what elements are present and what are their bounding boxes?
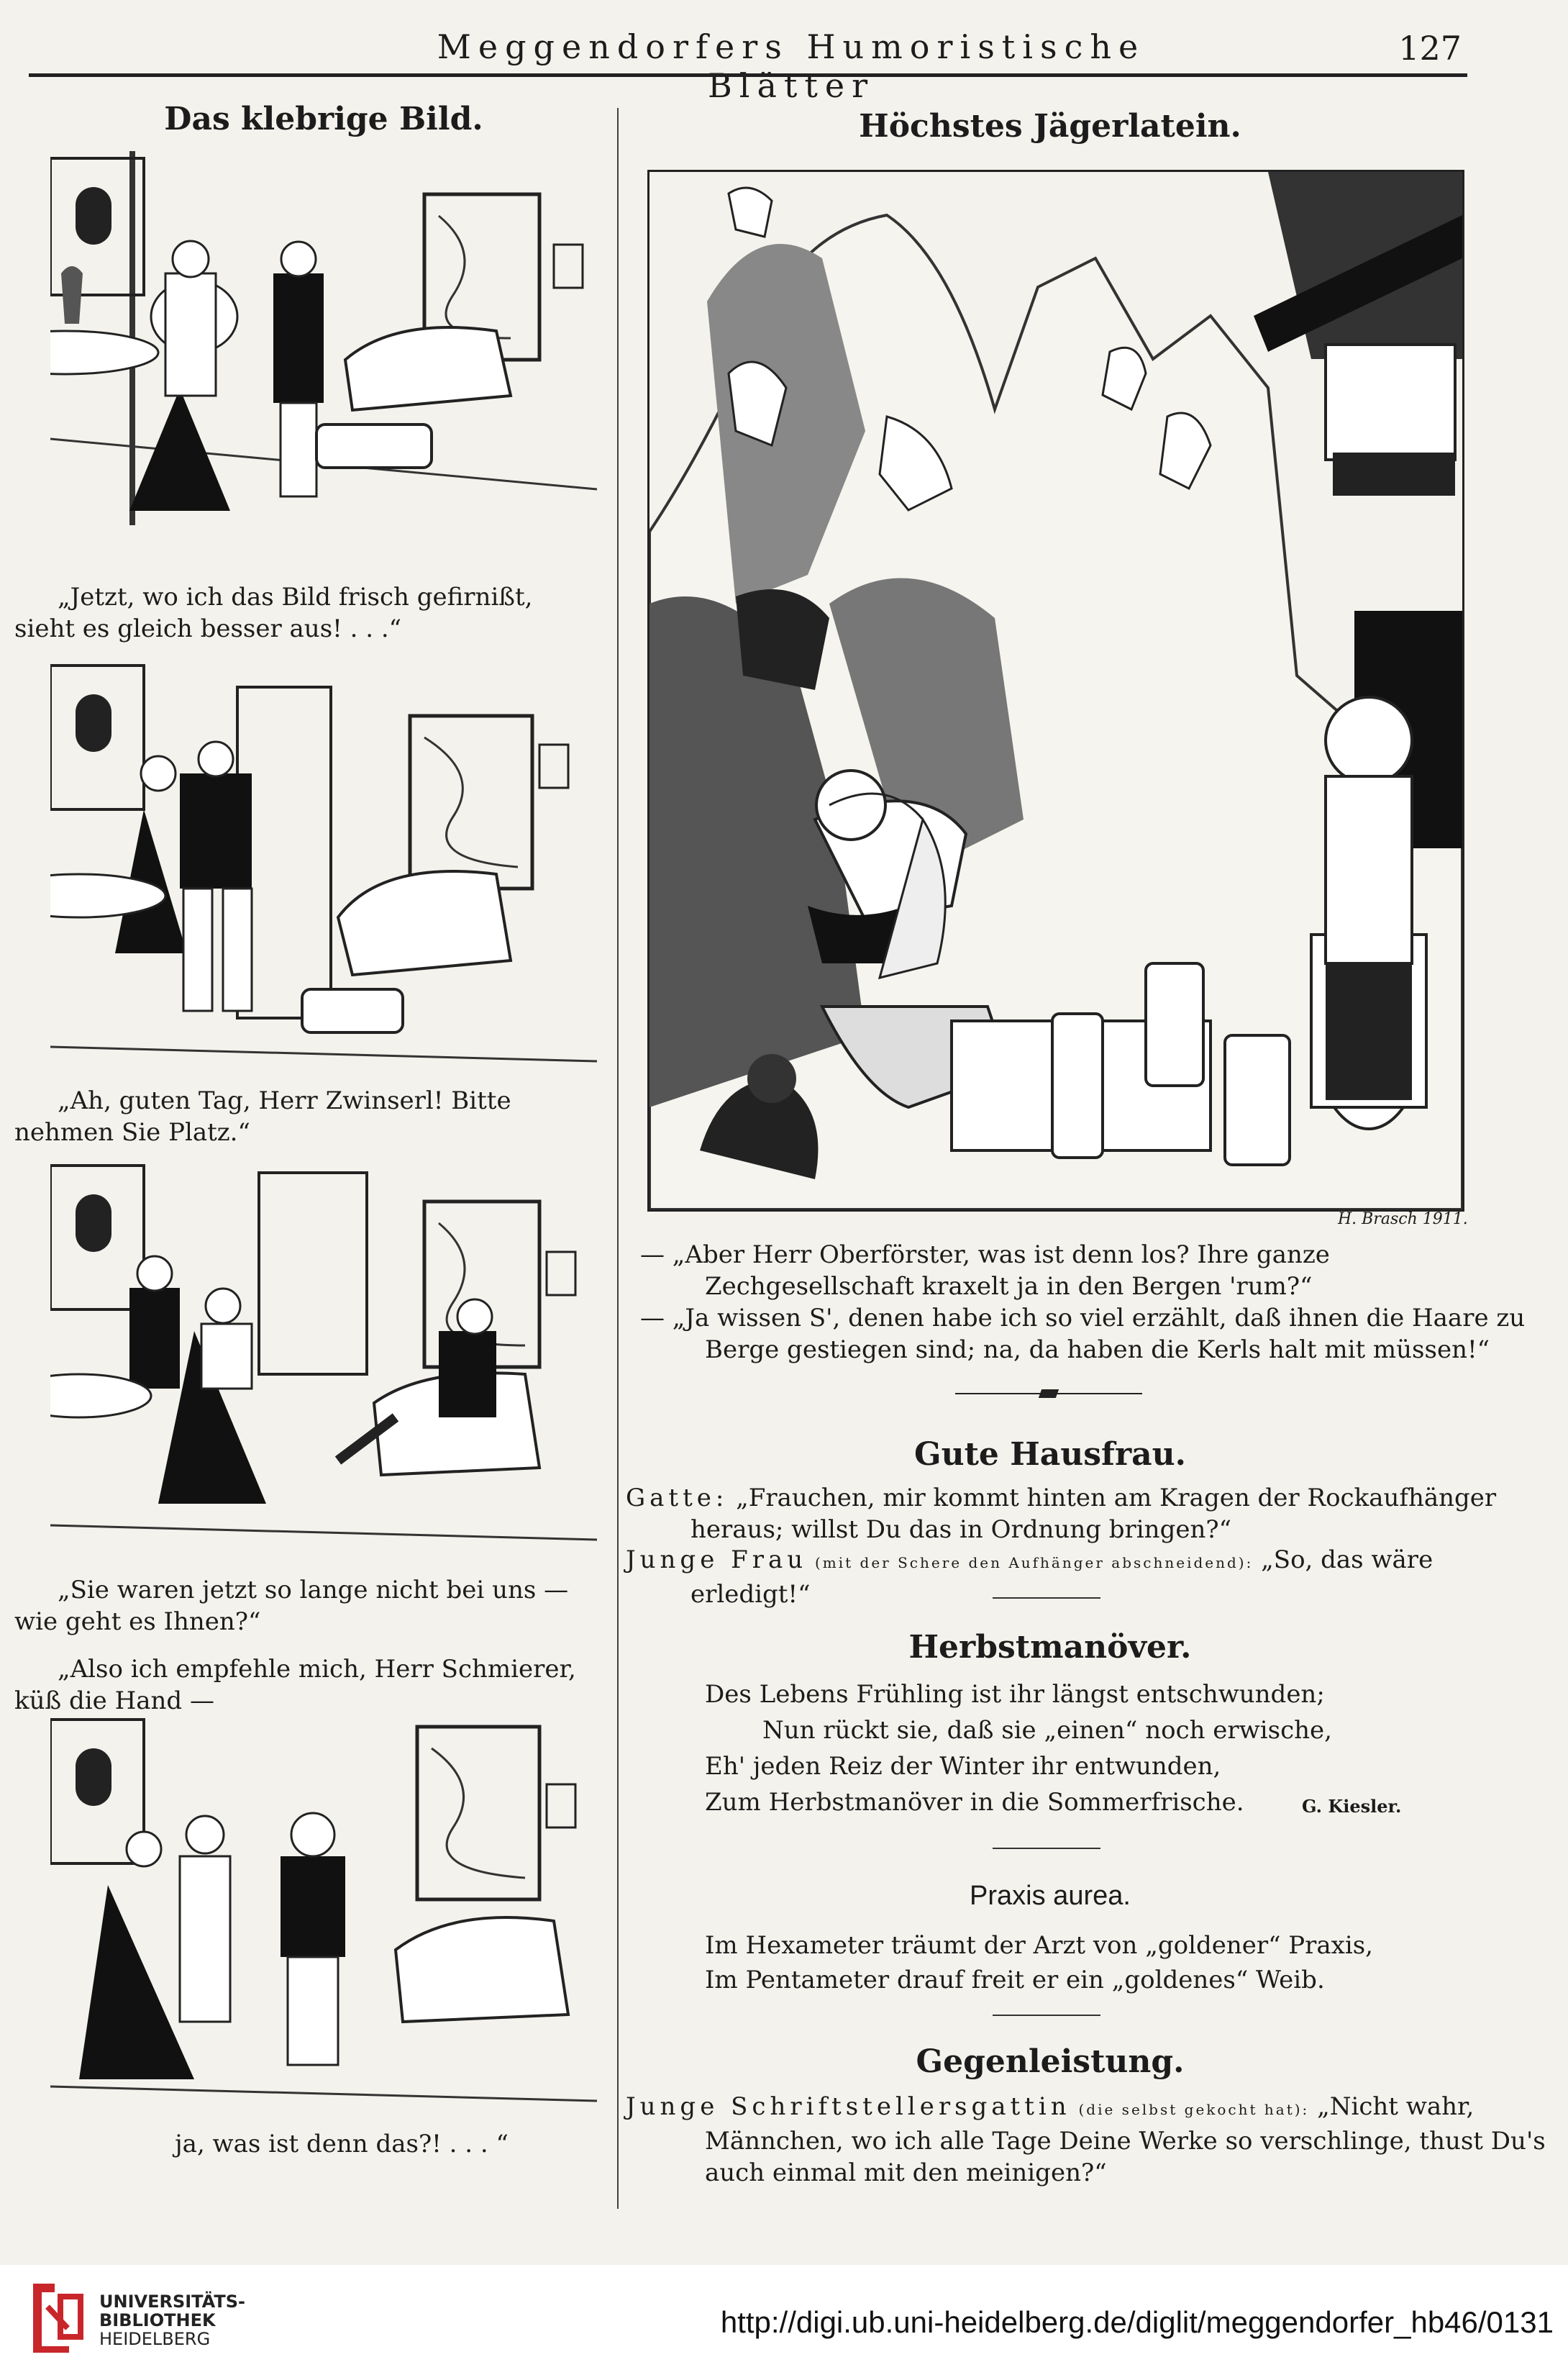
gute-hausfrau-line2 (626, 1544, 1532, 1610)
herbstmanoever-title: Herbstmanöver. (908, 1629, 1192, 1666)
page-number: 127 (1398, 29, 1462, 68)
verse-line-2: Nun rückt sie, daß sie „einen“ noch erwische, (762, 1716, 1332, 1745)
cartoon-panel-4 (50, 1712, 597, 2115)
permalink-url[interactable]: http://digi.ub.uni-heidelberg.de/diglit/meggendorfer_hb46/0131 (720, 2305, 1554, 2339)
speaker-gatte: Gatte: (626, 1484, 729, 1512)
dialogue-1: — „Aber Herr Oberförster, was ist denn los? Ihre ganze Zechgesellschaft kraxelt ja in den Bergen 'rum?“ (640, 1240, 1330, 1301)
institution-line-3: HEIDELBERG (99, 2329, 211, 2349)
verse-line-4: Zum Herbstmanöver in die Sommerfrische. (705, 1788, 1244, 1817)
university-library-logo[interactable] (26, 2278, 88, 2358)
speaker-junge-frau: Junge Frau (626, 1545, 808, 1574)
institution-line-1: UNIVERSITÄTS- (99, 2292, 246, 2312)
running-title: Meggendorfers Humoristische Blätter (437, 27, 1146, 105)
section-rule-3 (993, 2015, 1100, 2016)
gegenleistung-text (626, 2091, 1546, 2189)
speaker-schriftstellersgattin: Junge Schriftstellersgattin (626, 2092, 1071, 2121)
praxis-verse-1: Im Hexameter träumt der Arzt von „goldener“ Praxis, (705, 1931, 1373, 1960)
section-rule-2 (993, 1848, 1100, 1849)
stage-direction-gekocht: (die selbst gekocht hat): (1078, 2101, 1310, 2118)
cartoon-panel-2 (50, 658, 597, 1090)
hunter-illustration (649, 172, 1462, 1209)
left-title: Das klebrige Bild. (164, 101, 483, 137)
gegenleistung-line: „Nicht wahr, Männchen, wo ich alle Tage Deine Werke so verschlinge, thust Du's auch einmal mit den meinigen?“ (705, 2092, 1546, 2187)
poem-author: G. Kiesler. (1302, 1796, 1402, 1817)
footer-bar (0, 2265, 1568, 2375)
ornament-divider (955, 1389, 1142, 1398)
gatte-line: „Frauchen, mir kommt hinten am Kragen der Rockaufhänger heraus; willst Du das in Ordnung bringen?“ (690, 1484, 1497, 1544)
hunter-illustration-frame (647, 170, 1464, 1212)
institution-line-2: BIBLIOTHEK (99, 2310, 216, 2330)
dialogue-2: — „Ja wissen S', denen habe ich so viel erzählt, daß ihnen die Haare zu Berge gestiegen sind; na, da haben die Kerls halt mit müssen!“ (640, 1304, 1526, 1364)
header-rule (29, 73, 1467, 77)
gegenleistung-title: Gegenleistung. (916, 2043, 1185, 2080)
caption-2: „Ah, guten Tag, Herr Zwinserl! Bitte nehmen Sie Platz.“ (14, 1086, 511, 1147)
praxis-verses (705, 1928, 1453, 1997)
caption-4: „Also ich empfehle mich, Herr Schmierer, küß die Hand — (14, 1655, 576, 1715)
caption-5: ja, was ist denn das?! . . . “ (175, 2130, 509, 2158)
stage-direction-schere: (mit der Schere den Aufhänger abschneidend): (814, 1554, 1254, 1571)
institution-name (99, 2292, 245, 2348)
right-title: Höchstes Jägerlatein. (859, 108, 1241, 145)
cartoon-panel-1 (50, 151, 597, 568)
junge-frau-line: „So, das wäre erledigt!“ (690, 1545, 1433, 1609)
column-divider (617, 108, 619, 2209)
verse-line-3: Eh' jeden Reiz der Winter ihr entwunden, (705, 1752, 1221, 1781)
praxis-title: Praxis aurea. (970, 1881, 1131, 1911)
verse-line-1: Des Lebens Frühling ist ihr längst entschwunden; (705, 1680, 1325, 1709)
caption-1: „Jetzt, wo ich das Bild frisch gefirnißt, sieht es gleich besser aus! . . .“ (14, 583, 533, 643)
praxis-verse-2: Im Pentameter drauf freit er ein „goldenes“ Weib. (705, 1966, 1325, 1994)
gute-hausfrau-line1 (626, 1482, 1532, 1545)
artist-signature: H. Brasch 1911. (1338, 1210, 1468, 1228)
section-rule-1 (993, 1597, 1100, 1599)
cartoon-panel-3 (50, 1158, 597, 1561)
gute-hausfrau-title: Gute Hausfrau. (914, 1436, 1186, 1473)
caption-3: „Sie waren jetzt so lange nicht bei uns — wie geht es Ihnen?“ (14, 1576, 569, 1636)
